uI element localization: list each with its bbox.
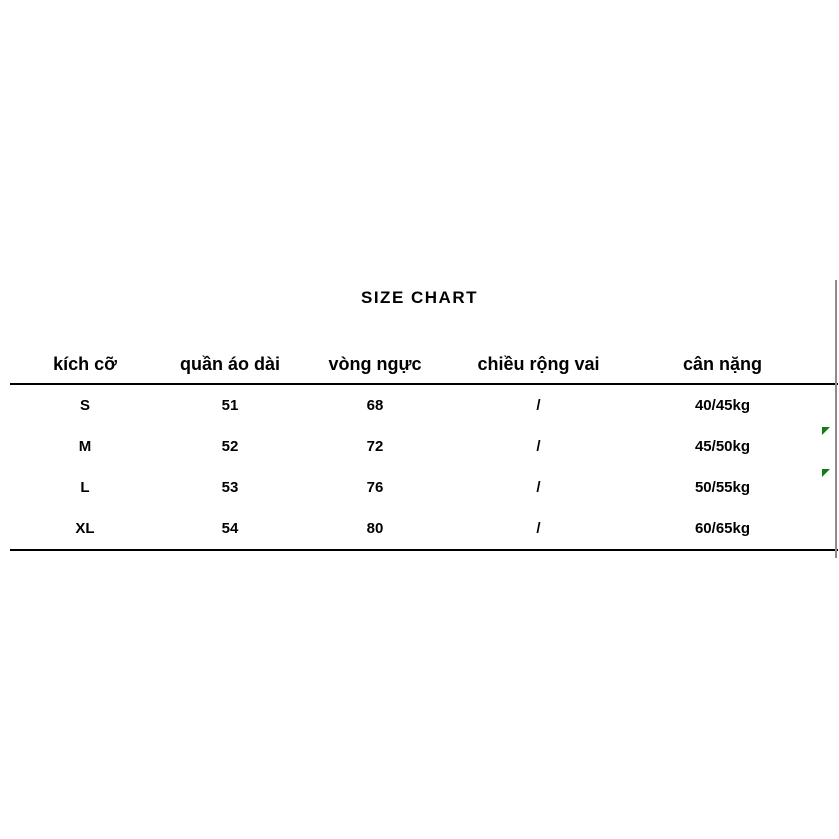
table-row (10, 385, 838, 426)
garment-length-cell: 53 (221, 479, 239, 496)
bust-cell: 68 (366, 397, 384, 414)
size-table (10, 345, 838, 551)
table-header-row (10, 345, 838, 385)
column-header-garment-length: quần áo dài (179, 353, 280, 374)
size-cell: XL (75, 520, 95, 537)
weight-cell: 45/50kg (694, 438, 751, 455)
shoulder-width-cell: / (536, 438, 541, 455)
shoulder-width-cell: / (536, 479, 541, 496)
column-header-bust: vòng ngực (328, 353, 422, 374)
shoulder-width-cell: / (536, 397, 541, 414)
weight-cell: 40/45kg (694, 397, 751, 414)
bust-cell: 80 (366, 520, 384, 537)
size-cell: S (79, 397, 90, 414)
size-cell: L (80, 479, 90, 496)
table-row (10, 467, 838, 508)
shoulder-width-cell: / (536, 520, 541, 537)
table-row (10, 508, 838, 549)
bust-cell: 76 (366, 479, 384, 496)
weight-cell: 50/55kg (694, 479, 751, 496)
table-row (10, 426, 838, 467)
size-cell: M (78, 438, 92, 455)
column-header-size: kích cỡ (53, 353, 117, 374)
garment-length-cell: 54 (221, 520, 239, 537)
bust-cell: 72 (366, 438, 384, 455)
table-body (10, 385, 838, 551)
column-header-shoulder-width: chiều rộng vai (477, 353, 600, 374)
right-column-gridline (835, 280, 837, 558)
page-title: SIZE CHART (361, 288, 478, 307)
column-header-weight: cân nặng (682, 353, 762, 374)
garment-length-cell: 52 (221, 438, 239, 455)
weight-cell: 60/65kg (694, 520, 751, 537)
garment-length-cell: 51 (221, 397, 239, 414)
